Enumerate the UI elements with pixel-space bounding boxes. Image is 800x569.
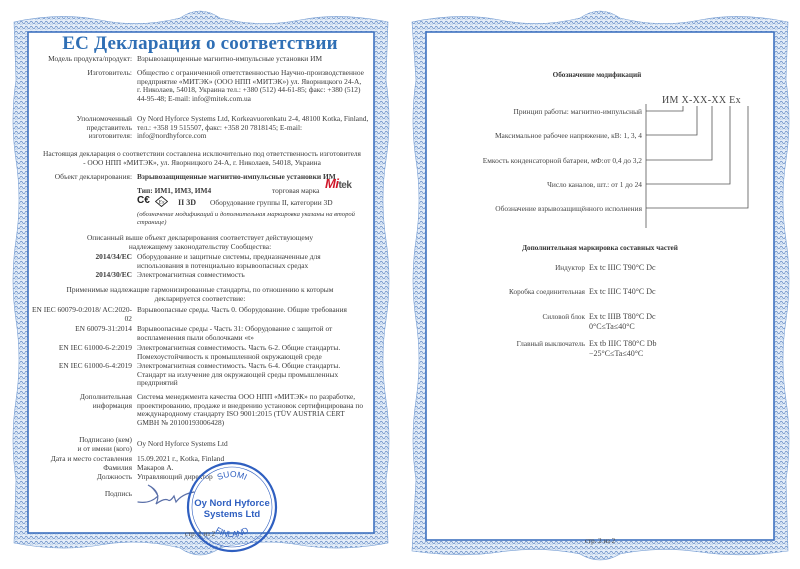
document-title: ЕС Декларация о соответствии <box>62 33 338 54</box>
field-label: Дата и место составления <box>50 454 132 463</box>
modification-item: Число каналов, шт.: от 1 до 24 <box>547 180 642 189</box>
stamp-top-text: SUOMI <box>215 468 249 482</box>
page-number: стр. 2 из 2 <box>584 537 616 545</box>
part-marking-range: 0°C≤Ta≤40°C <box>589 322 635 331</box>
part-marking: Ex tc IIIC T90°C Dc <box>589 263 656 272</box>
compliance-intro: Описанный выше объект декларирования соответствует действующему надлежащему законодательству Сообщества: <box>86 233 314 251</box>
ex-mark-icon <box>155 196 168 207</box>
modification-item: Емкость конденсаторной батареи, мФ:от 0,4 до 3,2 <box>482 156 642 165</box>
company-stamp <box>185 460 279 554</box>
directive-code: 2014/34/ЕС <box>95 252 132 261</box>
svg-text:SUOMI <box>216 469 249 482</box>
label-line: Подписано (кем) <box>79 435 132 444</box>
part-label: Силовой блок <box>542 313 585 321</box>
standard-code: EN 60079-31:2014 <box>75 324 132 333</box>
field-value: Взрывозащищенные магнитно-импульсные установки ИМ <box>137 172 336 181</box>
label-line: изготовителя: <box>88 131 132 141</box>
field-value: Общество с ограниченной ответственностью Научно-производственное предприятие «МИТЭК» (ООО НПП «МИТЭК») ул. Яворницкого 24-А, г. Николаев, 54018, Украина тел.: +380 (512) 44-61-85; факс: +380 (512) 44-95-48; E-mail: info@mitek.com.ua <box>137 68 364 103</box>
modifications-heading: Обозначение модификаций <box>552 71 642 79</box>
standard-text: Электромагнитная совместимость. Часть 6-4. Общие стандарты. Стандарт на излучение для окружающей среды промышленных предприятий <box>137 361 341 388</box>
decorative-border <box>400 0 800 569</box>
product-types: Тип: ИМ1, ИМ3, ИМ4 <box>137 186 212 195</box>
stamp-bottom-text: FINLAND <box>213 524 251 540</box>
part-marking-range: −25°C≤Ta≤40°C <box>589 349 644 358</box>
field-label: Должность <box>96 472 132 481</box>
directive-code: 2014/30/ЕС <box>95 270 132 279</box>
label-line: информация <box>92 400 132 410</box>
standard-code: EN IEC 60079-0:2018/ AC:2020-02 <box>32 305 132 323</box>
field-value: Система менеджмента качества ООО НПП «МИТЭК» по разработке, проектированию, продаже и внедрению установок сертифицирована по международному стандарту ISO 9001:2015 (TÜV AUSTRIA CERT GMBH № 20100193006428) <box>137 392 364 427</box>
field-label: Изготовитель: <box>87 68 132 77</box>
responsibility-statement: Настоящая декларация о соответствии составлена исключительно под ответственность изготовителя - ООО НПП «МИТЭК», ул. Яворницкого 24-А, г. Николаев, 54018, Украина <box>43 149 361 167</box>
field-label <box>80 393 132 410</box>
part-label: Главный выключатель <box>516 340 585 348</box>
standard-code: EN IEC 61000-6-2:2019 <box>58 343 132 352</box>
part-marking: Ex tc IIIC T40°C Dc <box>589 287 656 296</box>
field-value: 15.09.2021 г., Kotka, Finland <box>137 454 225 463</box>
category-text: Оборудование группы II, категории 3D <box>210 198 333 207</box>
field-value: Макаров А. <box>137 463 174 472</box>
field-value: Oy Nord Hyforce Systems Ltd, Korkeavuorenkatu 2-4, 48100 Kotka, Finland, тел.: +358 19 515507, факс: +358 20 7818145; E-mail: info@nordhyforce.com <box>137 114 369 141</box>
field-value: Взрывозащищенные магнитно-импульсные установки ИМ <box>137 54 323 63</box>
label-line: Уполномоченный <box>76 114 132 123</box>
field-value: Управляющий директор <box>137 472 213 481</box>
standard-text: Взрывоопасные среды. Часть 0. Оборудование. Общие требования <box>137 305 347 314</box>
label-line: представитель <box>86 122 132 132</box>
field-label: Объект декларирования: <box>54 172 132 181</box>
page-number: стр. 1 из 2 <box>184 530 216 538</box>
directive-text: Оборудование и защитные системы, предназначенные для использования в потенциально взрывоопасных средах <box>137 252 321 270</box>
modification-item: Обозначение взрывозащищённого исполнения <box>495 204 642 213</box>
field-label: Модель продукта/продукт: <box>48 54 132 63</box>
page-2 <box>400 0 800 569</box>
modification-item: Максимальное рабочее напряжение, кВ: 1, 3, 4 <box>494 131 642 140</box>
mitek-logo: Mitek <box>325 176 352 191</box>
field-label: Фамилия <box>103 463 132 472</box>
modification-code: ИМ X-XX-XX Ex <box>662 95 741 106</box>
stamp-line-1: Oy Nord Hyforce <box>194 498 270 509</box>
part-label: Индуктор <box>555 264 585 272</box>
standard-text: Взрывоопасные среды - Часть 31: Оборудование с защитой от воспламенения пыли оболочками «t» <box>137 324 333 342</box>
ce-mark-icon: C€ <box>137 195 150 206</box>
stamp-line-2: Systems Ltd <box>203 509 261 520</box>
field-label <box>77 115 132 141</box>
parts-heading: Дополнительная маркировка составных частей <box>522 244 678 252</box>
part-marking: Ex tb IIIC T80°C Db <box>589 339 657 348</box>
label-line: Дополнительная <box>79 392 132 401</box>
svg-text:Ex: Ex <box>158 199 165 206</box>
standard-code: EN IEC 61000-6-4:2019 <box>58 361 132 370</box>
modifications-note: (обозначение модификаций и дополнительная маркировка указаны на второй странице) <box>137 211 355 226</box>
standard-text: Электромагнитная совместимость. Часть 6-2. Общие стандарты. Помехоустойчивость к промышленной окружающей среде <box>137 343 341 361</box>
field-label: Подпись <box>104 489 132 498</box>
part-marking: Ex tc IIIB T80°C Dc <box>589 312 656 321</box>
label-line: и от имени (кого) <box>77 443 132 453</box>
directive-text: Электромагнитная совместимость <box>137 270 245 279</box>
modification-item: Принцип работы: магнитно-импульсный <box>513 107 642 116</box>
field-label <box>77 436 132 453</box>
trademark-label: торговая марка <box>272 186 320 195</box>
part-label: Коробка соединительная <box>509 288 585 296</box>
standards-intro: Применимые надлежащие гармонизированные стандарты, по отношению к которым декларируется соответствие: <box>66 285 334 303</box>
field-value: Oy Nord Hyforce Systems Ltd <box>137 439 228 448</box>
category-code: II 3D <box>178 198 197 207</box>
